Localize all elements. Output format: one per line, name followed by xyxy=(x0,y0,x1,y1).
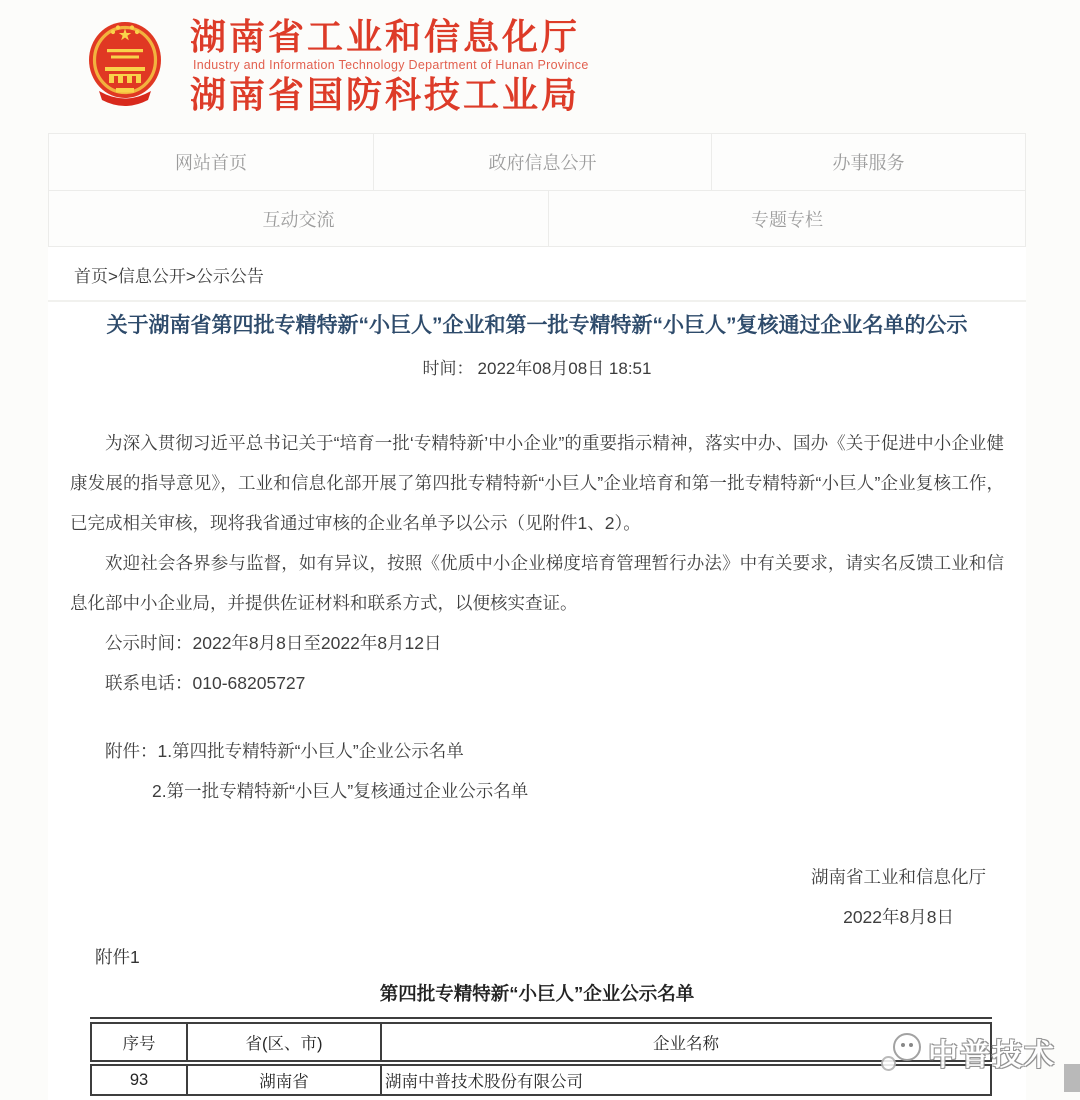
col-header-province: 省(区、市) xyxy=(187,1023,381,1063)
nav-row-1 xyxy=(49,134,1025,190)
org-title-block xyxy=(190,16,589,115)
time-label: 时间： xyxy=(422,359,474,378)
watermark-text: 中普技术 xyxy=(928,1039,1056,1072)
signature-block xyxy=(70,857,1004,937)
main-nav xyxy=(48,133,1026,247)
article xyxy=(48,312,1026,1096)
org-name-cn-1: 湖南省工业和信息化厅 xyxy=(190,16,581,57)
article-body xyxy=(70,423,1004,703)
national-emblem-icon xyxy=(86,18,164,110)
paragraph: 欢迎社会各界参与监督，如有异议，按照《优质中小企业梯度培育管理暂行办法》中有关要求，请实名反馈工业和信息化部中小企业局，并提供佐证材料和联系方式，以便核实查证。 xyxy=(70,553,1004,613)
attachments-label: 附件： xyxy=(105,741,158,761)
org-name-en: Industry and Information Technology Department of Hunan Province xyxy=(193,58,589,72)
paragraph: 为深入贯彻习近平总书记关于“培育一批‘专精特新’中小企业”的重要指示精神，落实中办、国办《关于促进中小企业健康发展的指导意见》，工业和信息化部开展了第四批专精特新“小巨人”企业培育和第一批专精特新“小巨人”企业复核工作，已完成相关审核，现将我省通过审核的企业名单予以公示（见附件1、2）。 xyxy=(70,433,1004,533)
cell-province: 湖南省 xyxy=(187,1063,381,1095)
article-time xyxy=(70,354,1004,379)
attachment-item-1: 1.第四批专精特新“小巨人”企业公示名单 xyxy=(157,741,464,761)
signature-date: 2022年8月8日 xyxy=(843,907,954,927)
paragraph-contact-phone: 联系电话：010-68205727 xyxy=(105,673,306,693)
table-row xyxy=(91,1063,991,1095)
nav-item-gov-info[interactable]: 政府信息公开 xyxy=(374,134,712,190)
nav-row-2 xyxy=(49,190,1025,246)
time-value: 2022年08月08日 18:51 xyxy=(477,359,652,378)
table-title: 第四批专精特新“小巨人”企业公示名单 xyxy=(379,983,695,1004)
col-header-index: 序号 xyxy=(91,1023,187,1063)
nav-item-special-columns[interactable]: 专题专栏 xyxy=(751,209,823,230)
attachment-line-1 xyxy=(70,731,1004,771)
breadcrumb[interactable]: 首页>信息公开>公示公告 xyxy=(48,247,1026,302)
signature-org: 湖南省工业和信息化厅 xyxy=(811,867,986,887)
companies-table xyxy=(90,1022,992,1096)
nav-item-home[interactable]: 网站首页 xyxy=(49,134,374,190)
scrollbar-thumb[interactable] xyxy=(1064,1064,1080,1092)
cell-company: 湖南中普技术股份有限公司 xyxy=(381,1063,991,1095)
nav-item-services[interactable]: 办事服务 xyxy=(832,153,905,173)
nav-item-interaction[interactable]: 互动交流 xyxy=(49,191,549,246)
attachment1-label: 附件1 xyxy=(95,947,140,967)
paragraph-publicity-period: 公示时间：2022年8月8日至2022年8月12日 xyxy=(105,633,442,653)
table-header-row xyxy=(91,1023,991,1063)
attachments-block xyxy=(70,731,1004,811)
attachment-item-2: 2.第一批专精特新“小巨人”复核通过企业公示名单 xyxy=(152,781,529,801)
attachment-line-2 xyxy=(70,771,1004,811)
companies-table-wrap xyxy=(90,1017,992,1096)
org-name-cn-2: 湖南省国防科技工业局 xyxy=(190,74,581,115)
col-header-company: 企业名称 xyxy=(381,1023,991,1063)
cell-index: 93 xyxy=(91,1063,187,1095)
content-column xyxy=(48,133,1026,1100)
article-title: 关于湖南省第四批专精特新“小巨人”企业和第一批专精特新“小巨人”复核通过企业名单的公示 xyxy=(106,314,968,337)
site-header xyxy=(0,0,1080,133)
